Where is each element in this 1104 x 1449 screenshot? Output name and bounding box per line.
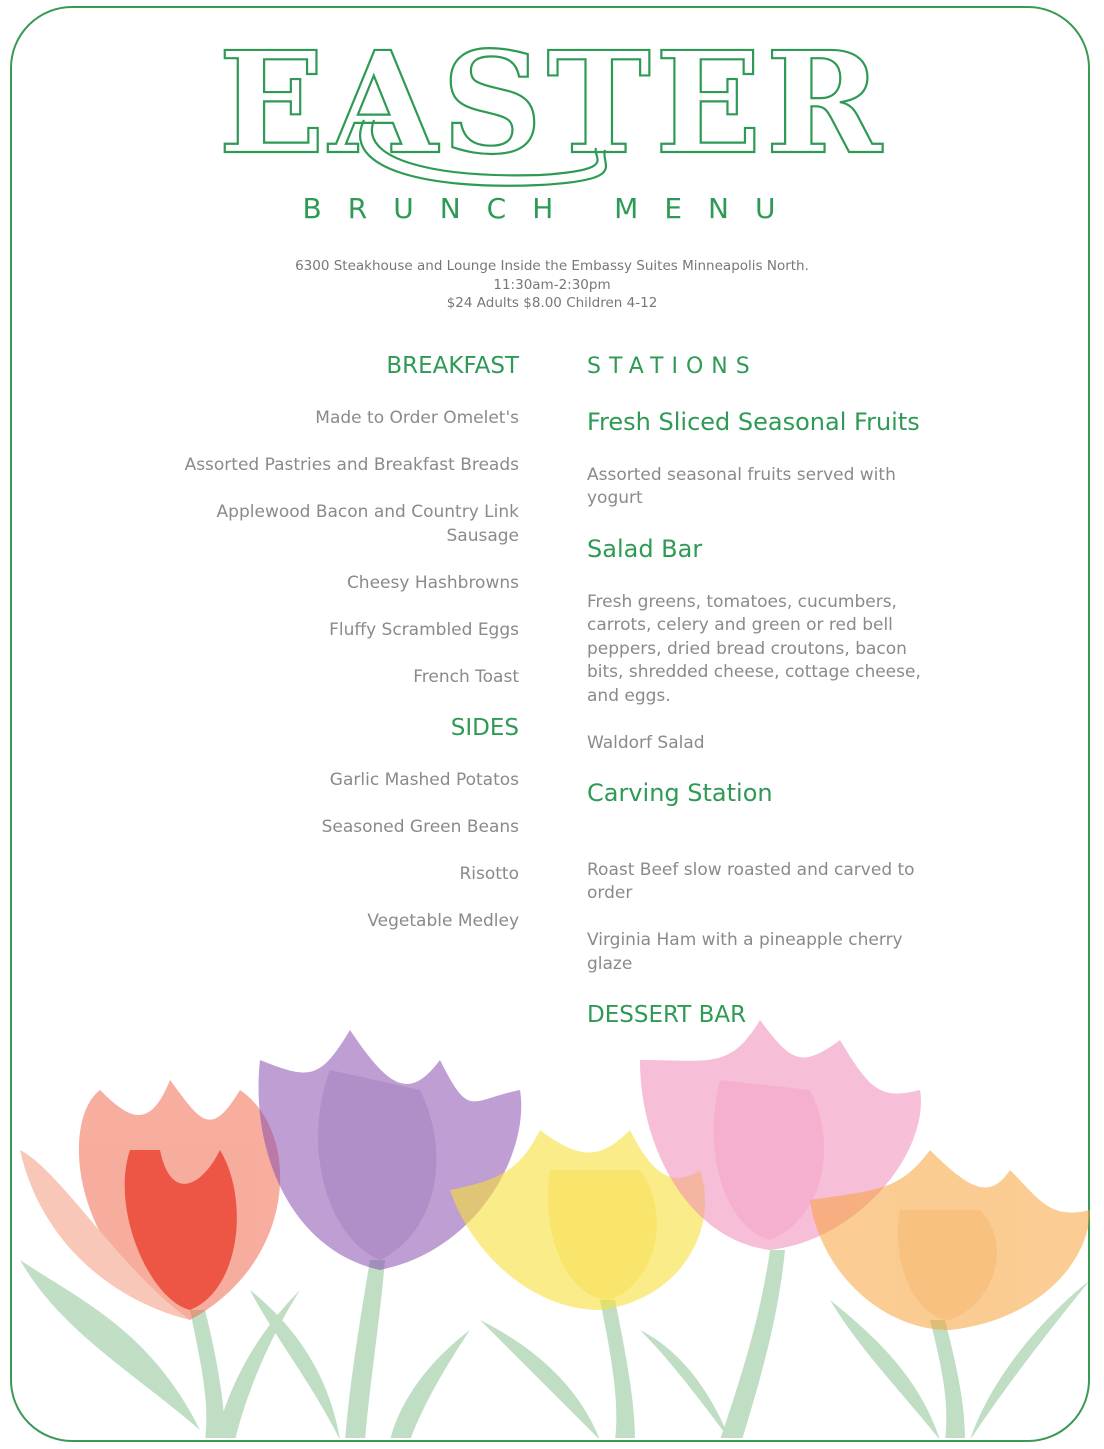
sides-item: Vegetable Medley [367,911,519,931]
salad-line: bits, shredded cheese, cottage cheese, [587,662,921,682]
fruits-line: Assorted seasonal fruits served with [587,465,896,485]
dessert-heading: DESSERT BAR [587,1002,747,1028]
salad-line: carrots, celery and green or red bell [587,615,893,635]
waldorf-salad: Waldorf Salad [587,733,705,753]
carving-heading: Carving Station [587,779,773,807]
salad-line: peppers, dried bread croutons, bacon [587,639,907,659]
title-text: EASTER [218,22,886,186]
salad-heading: Salad Bar [587,535,703,563]
tulips-illustration [0,1000,1104,1440]
salad-line: Fresh greens, tomatoes, cucumbers, [587,592,897,612]
prices-line: $24 Adults $8.00 Children 4-12 [446,295,658,311]
title-lettering [218,20,886,195]
sides-heading: SIDES [450,715,519,741]
breakfast-item: Applewood Bacon and Country Link [216,502,519,522]
breakfast-heading: BREAKFAST [386,353,519,379]
venue-line: 6300 Steakhouse and Lounge Inside the Embassy Suites Minneapolis North. [295,258,809,274]
carving-line: Roast Beef slow roasted and carved to [587,860,915,880]
stations-heading: STATIONS [587,354,758,379]
carving-line: glaze [587,954,633,974]
sides-item: Risotto [459,864,519,884]
subtitle: BRUNCH MENU [302,192,802,225]
fruits-heading: Fresh Sliced Seasonal Fruits [587,408,920,436]
fruits-line: yogurt [587,488,643,508]
carving-line: Virginia Ham with a pineapple cherry [587,930,903,950]
sides-item: Seasoned Green Beans [321,817,519,837]
carving-line: order [587,883,633,903]
hours-line: 11:30am-2:30pm [493,277,611,293]
sides-item: Garlic Mashed Potatos [329,770,519,790]
breakfast-item: Cheesy Hashbrowns [346,573,519,593]
breakfast-item: Fluffy Scrambled Eggs [329,620,519,640]
breakfast-item: Sausage [446,526,519,546]
breakfast-item: French Toast [413,667,519,687]
breakfast-item: Assorted Pastries and Breakfast Breads [184,455,519,475]
breakfast-item: Made to Order Omelet's [315,408,519,428]
salad-line: and eggs. [587,686,671,706]
